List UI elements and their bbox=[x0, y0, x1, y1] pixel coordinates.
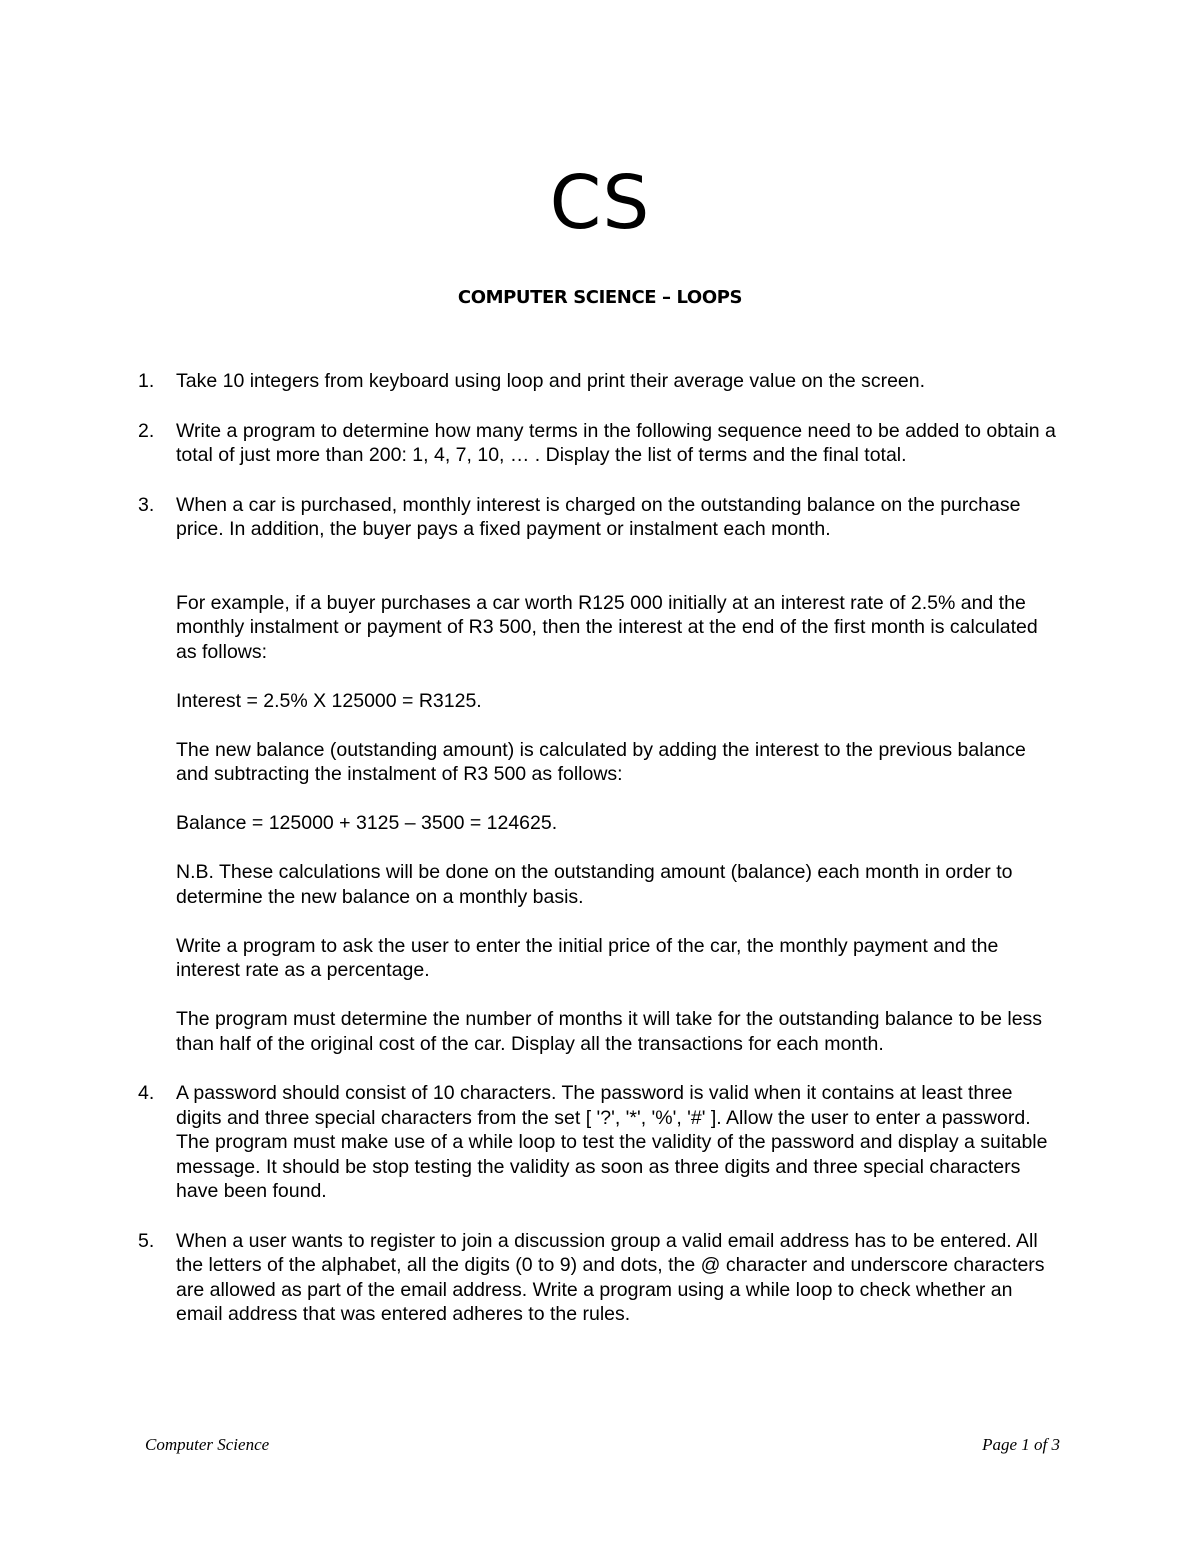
task-paragraph-2: The program must determine the number of months it will take for the outstanding balance to be less than half of the original cost of the car. Display all the transactions for each month. bbox=[176, 1008, 1043, 1055]
interest-formula: Interest = 2.5% X 125000 = R3125. bbox=[176, 689, 482, 712]
balance-formula: Balance = 125000 + 3125 – 3500 = 124625. bbox=[176, 812, 558, 834]
task-paragraph: Write a program to ask the user to enter the initial price of the car, the monthly payment and the interest rate as a percentage. bbox=[176, 934, 999, 981]
question-number: 1. bbox=[138, 370, 155, 392]
question-3 bbox=[138, 493, 1058, 1057]
question-number: 4. bbox=[138, 1082, 155, 1104]
question-1 bbox=[138, 369, 1058, 394]
question-4 bbox=[138, 1081, 1058, 1204]
question-list bbox=[138, 369, 1058, 1352]
question-text: When a user wants to register to join a discussion group a valid email address has to be entered. All the letters of the alphabet, all the digits (0 to 9) and dots, the @ character and underscore characters are allowed as part of the email address. Write a program using a while loop to check whether an email address that was entered adheres to the rules. bbox=[176, 1229, 1045, 1325]
question-text: Take 10 integers from keyboard using loop and print their average value on the screen. bbox=[176, 370, 926, 392]
balance-explanation: The new balance (outstanding amount) is calculated by adding the interest to the previous balance and subtracting the instalment of R3 500 as follows: bbox=[176, 738, 1026, 785]
note-paragraph: N.B. These calculations will be done on the outstanding amount (balance) each month in order to determine the new balance on a monthly basis. bbox=[176, 861, 1013, 908]
question-text: Write a program to determine how many terms in the following sequence need to be added to obtain a total of just more than 200: 1, 4, 7, 10, … . Display the list of terms and the final total. bbox=[176, 419, 1056, 466]
example-paragraph: For example, if a buyer purchases a car worth R125 000 initially at an interest rate of 2.5% and the monthly instalment or payment of R3 500, then the interest at the end of the first month is calculated as follows: bbox=[176, 591, 1038, 663]
question-5 bbox=[138, 1229, 1058, 1327]
question-text: When a car is purchased, monthly interest is charged on the outstanding balance on the purchase price. In addition, the buyer pays a fixed payment or instalment each month. bbox=[176, 493, 1021, 540]
question-2 bbox=[138, 419, 1058, 468]
footer-page-number: Page 1 of 3 bbox=[982, 1435, 1060, 1454]
cs-logo-text: CS bbox=[549, 160, 651, 246]
document-title: COMPUTER SCIENCE – LOOPS bbox=[457, 287, 743, 308]
question-text: A password should consist of 10 characters. The password is valid when it contains at least three digits and three special characters from the set [ '?', '*', '%', '#' ]. Allow the user to enter a password. The program must make use of a while loop to test the validity of the password and display a suitable message. It should be stop testing the validity as soon as three digits and three special characters have been found. bbox=[176, 1082, 1048, 1202]
question-number: 3. bbox=[138, 493, 155, 516]
footer-subject: Computer Science bbox=[145, 1435, 270, 1454]
question-number: 5. bbox=[138, 1229, 155, 1252]
question-number: 2. bbox=[138, 419, 155, 442]
